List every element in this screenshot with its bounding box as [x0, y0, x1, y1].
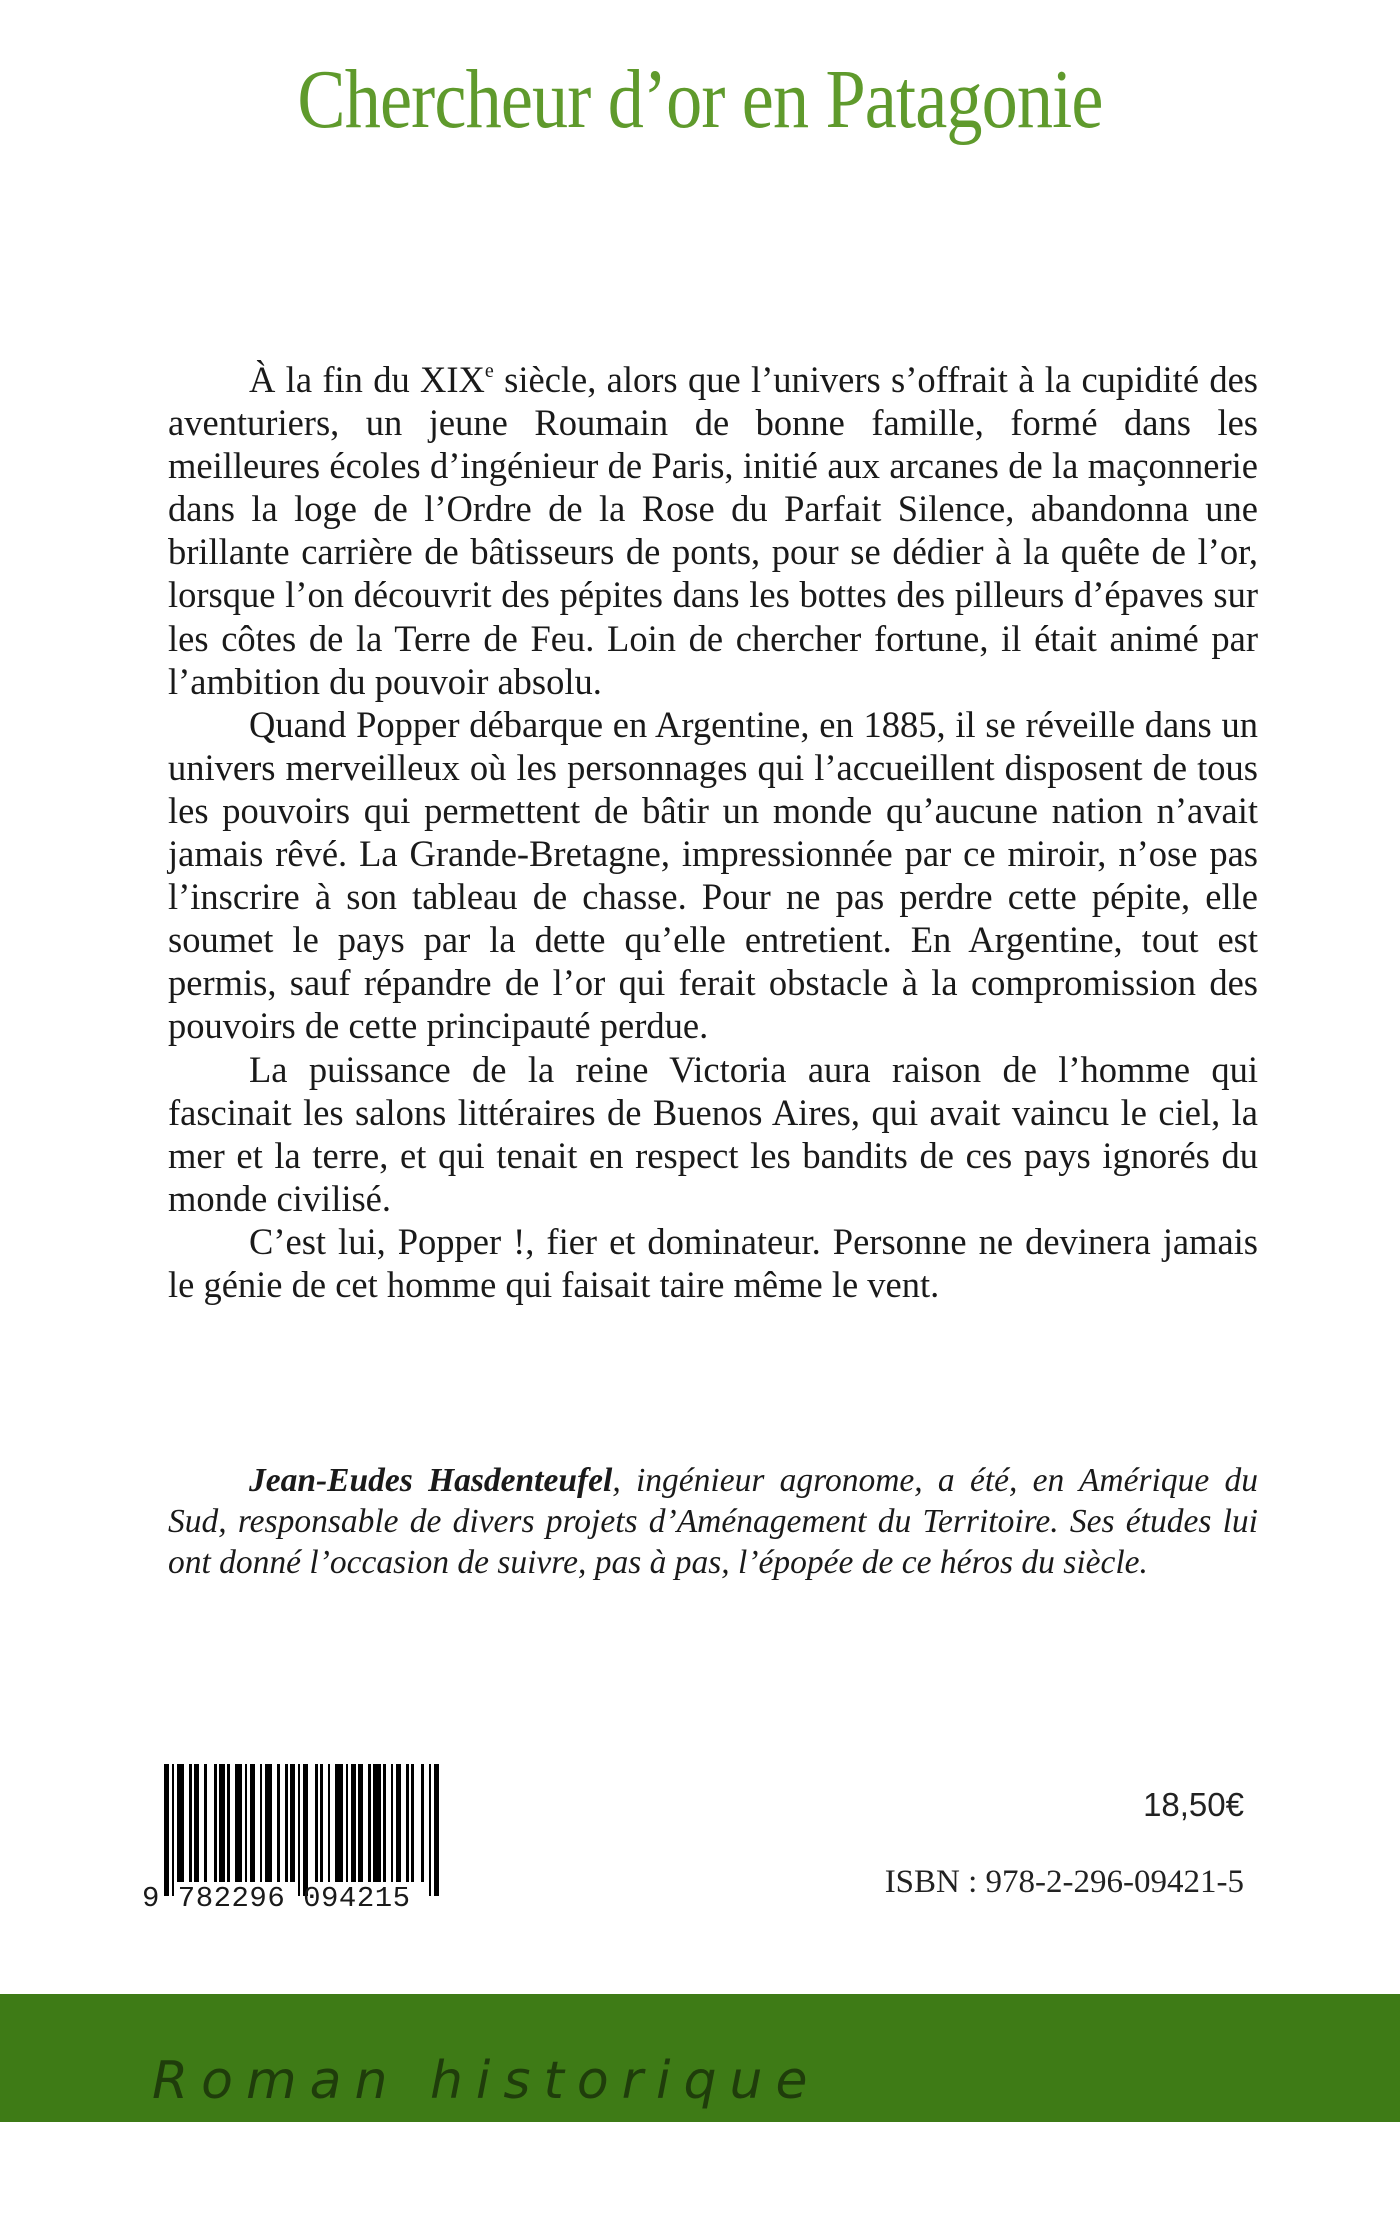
synopsis-paragraph-1: À la fin du XIXe siècle, alors que l’univers s’offrait à la cupidité des aventuriers, un jeune Roumain de bonne famille, formé dans les meilleures écoles d’ingénieur de Paris, initié aux arcanes de la maçonnerie dans la loge de l’Ordre de la Rose du Parfait Silence, abandonna une brillante carrière de bâtisseurs de ponts, pour se dédier à la quête de l’or, lorsque l’on découvrit des pépites dans les bottes des pilleurs d’épaves sur les côtes de la Terre de Feu. Loin de chercher fortune, il était animé par l’ambition du pouvoir absolu.	[168, 359, 1259, 702]
isbn: ISBN : 978-2-296-09421-5	[884, 1864, 1244, 1900]
barcode-bar	[177, 1764, 185, 1882]
author-bio	[168, 1460, 1258, 1583]
book-title: Chercheur d’or en Patagonie	[297, 53, 1103, 146]
price: 18,50€	[1143, 1786, 1244, 1823]
author-bio-text: , ingénieur agronome, a été, en Amérique du Sud, responsable de divers projets d’Aménagement du Territoire. Ses études lui ont donné l’occasion de suivre, pas à pas, l’épopée de ce héros du siècle.	[168, 1462, 1258, 1581]
synopsis-paragraph-4: C’est lui, Popper !, fier et dominateur. Personne ne devinera jamais le génie de cet homme qui faisait taire même le vent.	[168, 1220, 1258, 1305]
barcode-gap	[439, 1764, 442, 1882]
barcode-bar	[235, 1764, 243, 1882]
century-superscript: e	[484, 359, 494, 382]
barcode-bar	[335, 1764, 343, 1882]
barcode-bar	[373, 1764, 381, 1882]
barcode	[142, 1764, 442, 1924]
genre-label: Roman historique	[152, 2051, 821, 2111]
synopsis-paragraph-3: La puissance de la reine Victoria aura raison de l’homme qui fascinait les salons littéraires de Buenos Aires, qui avait vaincu le ciel, la mer et la terre, et qui tenait en respect les bandits de ces pays ignorés du monde civilisé.	[168, 1048, 1258, 1219]
author-name: Jean-Eudes Hasdenteufel	[249, 1462, 613, 1499]
barcode-gap	[207, 1764, 215, 1882]
barcode-digits: 9 782296 094215	[142, 1882, 411, 1915]
synopsis	[168, 358, 1258, 1306]
barcode-bars	[164, 1764, 442, 1896]
barcode-bar	[265, 1764, 273, 1882]
barcode-gap	[308, 1764, 316, 1882]
barcode-gap	[414, 1764, 422, 1882]
synopsis-paragraph-2: Quand Popper débarque en Argentine, en 1885, il se réveille dans un univers merveilleux où les personnages qui l’accueillent disposent de tous les pouvoirs qui permettent de bâtir un monde qu’aucune nation n’avait jamais rêvé. La Grande-Bretagne, impressionnée par ce miroir, n’ose pas l’inscrire à son tableau de chasse. Pour ne pas perdre cette pépite, elle soumet le pays par la dette qu’elle entretient. En Argentine, tout est permis, sauf répandre de l’or qui ferait obstacle à la compromission des pouvoirs de cette principauté perdue.	[168, 703, 1258, 1047]
